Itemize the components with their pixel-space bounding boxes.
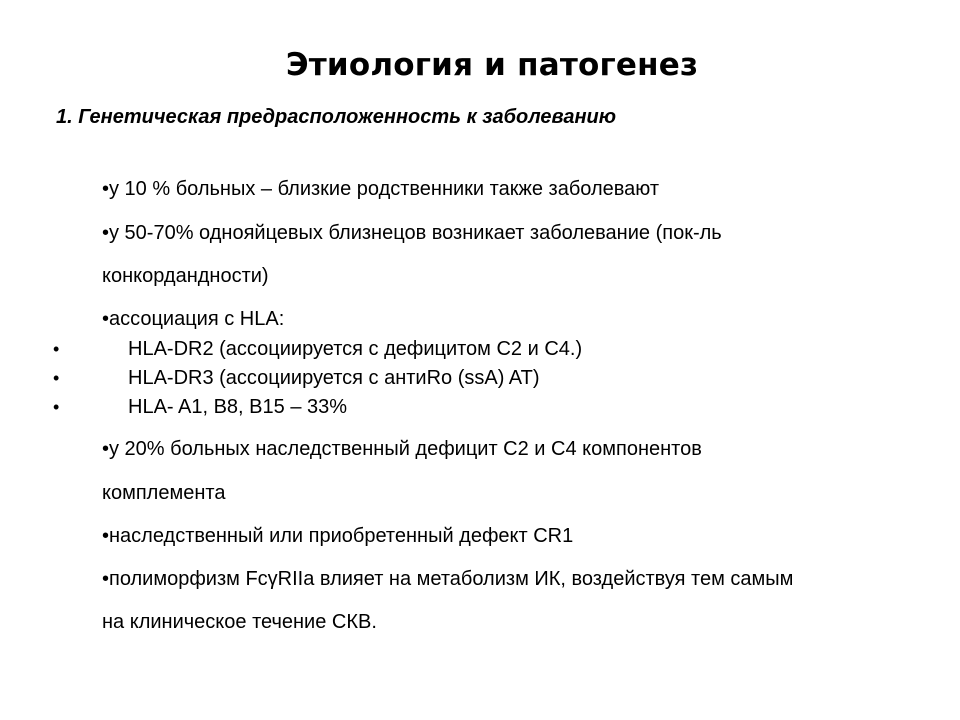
hla-item-dr3: HLA-DR3 (ассоциируется с антиRo (ssA) AT) — [128, 367, 540, 389]
bullet-hla: •ассоциация с HLA: — [102, 308, 285, 330]
bullet-twins-cont: конкордандности) — [102, 265, 269, 287]
bullet-cr1: •наследственный или приобретенный дефект CR1 — [102, 525, 574, 547]
bullet-relatives: •у 10 % больных – близкие родственники также заболевают — [102, 178, 659, 200]
slide-title: Этиология и патогенез — [285, 47, 699, 83]
sub-bullet-marker: • — [53, 339, 60, 359]
bullet-fcgr: •полиморфизм FcγRIIa влияет на метаболизм ИК, воздействуя тем самым — [102, 568, 794, 590]
hla-item-a1-b8-b15: HLA- A1, B8, B15 – 33% — [128, 396, 348, 418]
bullet-complement-cont: комплемента — [102, 482, 226, 504]
sub-bullet-marker: • — [53, 397, 60, 417]
bullet-complement: •у 20% больных наследственный дефицит С2 и С4 компонентов — [102, 438, 702, 460]
slide-subtitle: 1. Генетическая предрасположенность к заболеванию — [56, 106, 617, 128]
bullet-fcgr-cont: на клиническое течение СКВ. — [102, 611, 377, 633]
sub-bullet-marker: • — [53, 368, 60, 388]
bullet-twins: •у 50-70% однояйцевых близнецов возникает заболевание (пок-ль — [102, 222, 722, 244]
hla-item-dr2: HLA-DR2 (ассоциируется с дефицитом С2 и С4.) — [128, 338, 583, 360]
